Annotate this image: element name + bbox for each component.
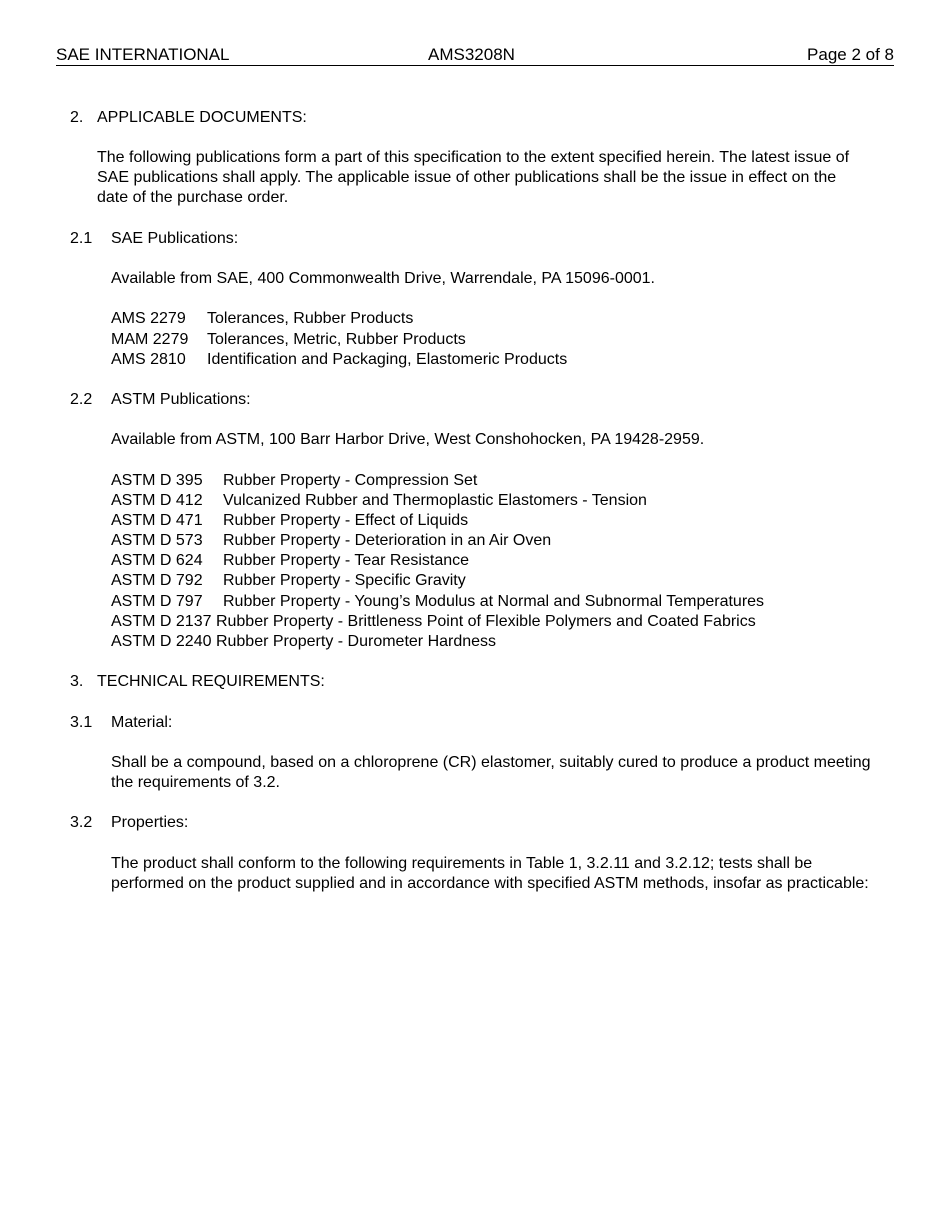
section-2-number: 2.: [70, 109, 84, 126]
section-3-1-number: 3.1: [70, 714, 93, 731]
reference-row: [111, 571, 466, 591]
reference-code: AMS 2810: [111, 351, 186, 368]
reference-title: Rubber Property - Brittleness Point of Flexible Polymers and Coated Fabrics: [215, 613, 756, 630]
header-org: SAE INTERNATIONAL: [56, 45, 230, 64]
reference-code: ASTM D 395: [111, 472, 203, 489]
section-3-2-text: The product shall conform to the following requirements in Table 1, 3.2.11 and 3.2.12; tests shall be performed on the product supplied and in accordance with specified ASTM methods, insofar as practicable:: [111, 855, 869, 892]
reference-title: Rubber Property - Young’s Modulus at Normal and Subnormal Temperatures: [223, 593, 765, 610]
reference-title: Identification and Packaging, Elastomeric Products: [207, 351, 568, 368]
section-3-2-title: Properties:: [111, 814, 189, 831]
header-page-number: Page 2 of 8: [807, 45, 894, 64]
reference-title: Rubber Property - Compression Set: [223, 472, 478, 489]
reference-row: [111, 551, 469, 571]
reference-code: MAM 2279: [111, 331, 189, 348]
section-2-1-availability: Available from SAE, 400 Commonwealth Drive, Warrendale, PA 15096-0001.: [111, 270, 655, 287]
section-3-2-number: 3.2: [70, 814, 93, 831]
section-2-title: APPLICABLE DOCUMENTS:: [97, 109, 307, 126]
reference-title: Rubber Property - Deterioration in an Air Oven: [223, 532, 552, 549]
reference-row: [111, 531, 551, 551]
reference-code: ASTM D 792: [111, 572, 203, 589]
reference-title: Rubber Property - Durometer Hardness: [215, 633, 497, 650]
reference-row: [111, 330, 466, 350]
reference-code: ASTM D 624: [111, 552, 203, 569]
reference-row: [111, 491, 647, 511]
section-3-number: 3.: [70, 673, 84, 690]
reference-code: ASTM D 2240: [111, 633, 212, 650]
reference-code: ASTM D 573: [111, 532, 203, 549]
reference-row: [111, 309, 413, 329]
section-2-2-title: ASTM Publications:: [111, 391, 251, 408]
section-2-1-number: 2.1: [70, 230, 93, 247]
reference-row: [111, 511, 468, 531]
reference-row: [111, 592, 764, 612]
section-2-2-number: 2.2: [70, 391, 93, 408]
section-3-title: TECHNICAL REQUIREMENTS:: [97, 673, 325, 690]
section-3-1-title: Material:: [111, 714, 173, 731]
reference-row: [111, 612, 756, 632]
reference-code: ASTM D 797: [111, 593, 203, 610]
reference-code: AMS 2279: [111, 310, 186, 327]
reference-row: [111, 632, 496, 652]
reference-code: ASTM D 412: [111, 492, 203, 509]
reference-row: [111, 471, 477, 491]
section-2-2-availability: Available from ASTM, 100 Barr Harbor Drive, West Conshohocken, PA 19428-2959.: [111, 431, 705, 448]
section-3-1-text: Shall be a compound, based on a chloroprene (CR) elastomer, suitably cured to produce a product meeting the requirements of 3.2.: [111, 754, 871, 791]
section-2-1-title: SAE Publications:: [111, 230, 239, 247]
reference-title: Tolerances, Rubber Products: [207, 310, 414, 327]
reference-code: ASTM D 2137: [111, 613, 212, 630]
reference-title: Rubber Property - Effect of Liquids: [223, 512, 469, 529]
reference-title: Rubber Property - Specific Gravity: [223, 572, 466, 589]
reference-title: Rubber Property - Tear Resistance: [223, 552, 470, 569]
reference-code: ASTM D 471: [111, 512, 203, 529]
reference-title: Tolerances, Metric, Rubber Products: [207, 331, 466, 348]
section-2-text: The following publications form a part of this specification to the extent specified herein. The latest issue of SAE publications shall apply. The applicable issue of other publications shall be the issue in effect on the date of the purchase order.: [97, 149, 850, 206]
reference-row: [111, 350, 567, 370]
header-doc-number: AMS3208N: [428, 45, 515, 64]
reference-title: Vulcanized Rubber and Thermoplastic Elastomers - Tension: [223, 492, 647, 509]
page-header: [56, 45, 894, 66]
